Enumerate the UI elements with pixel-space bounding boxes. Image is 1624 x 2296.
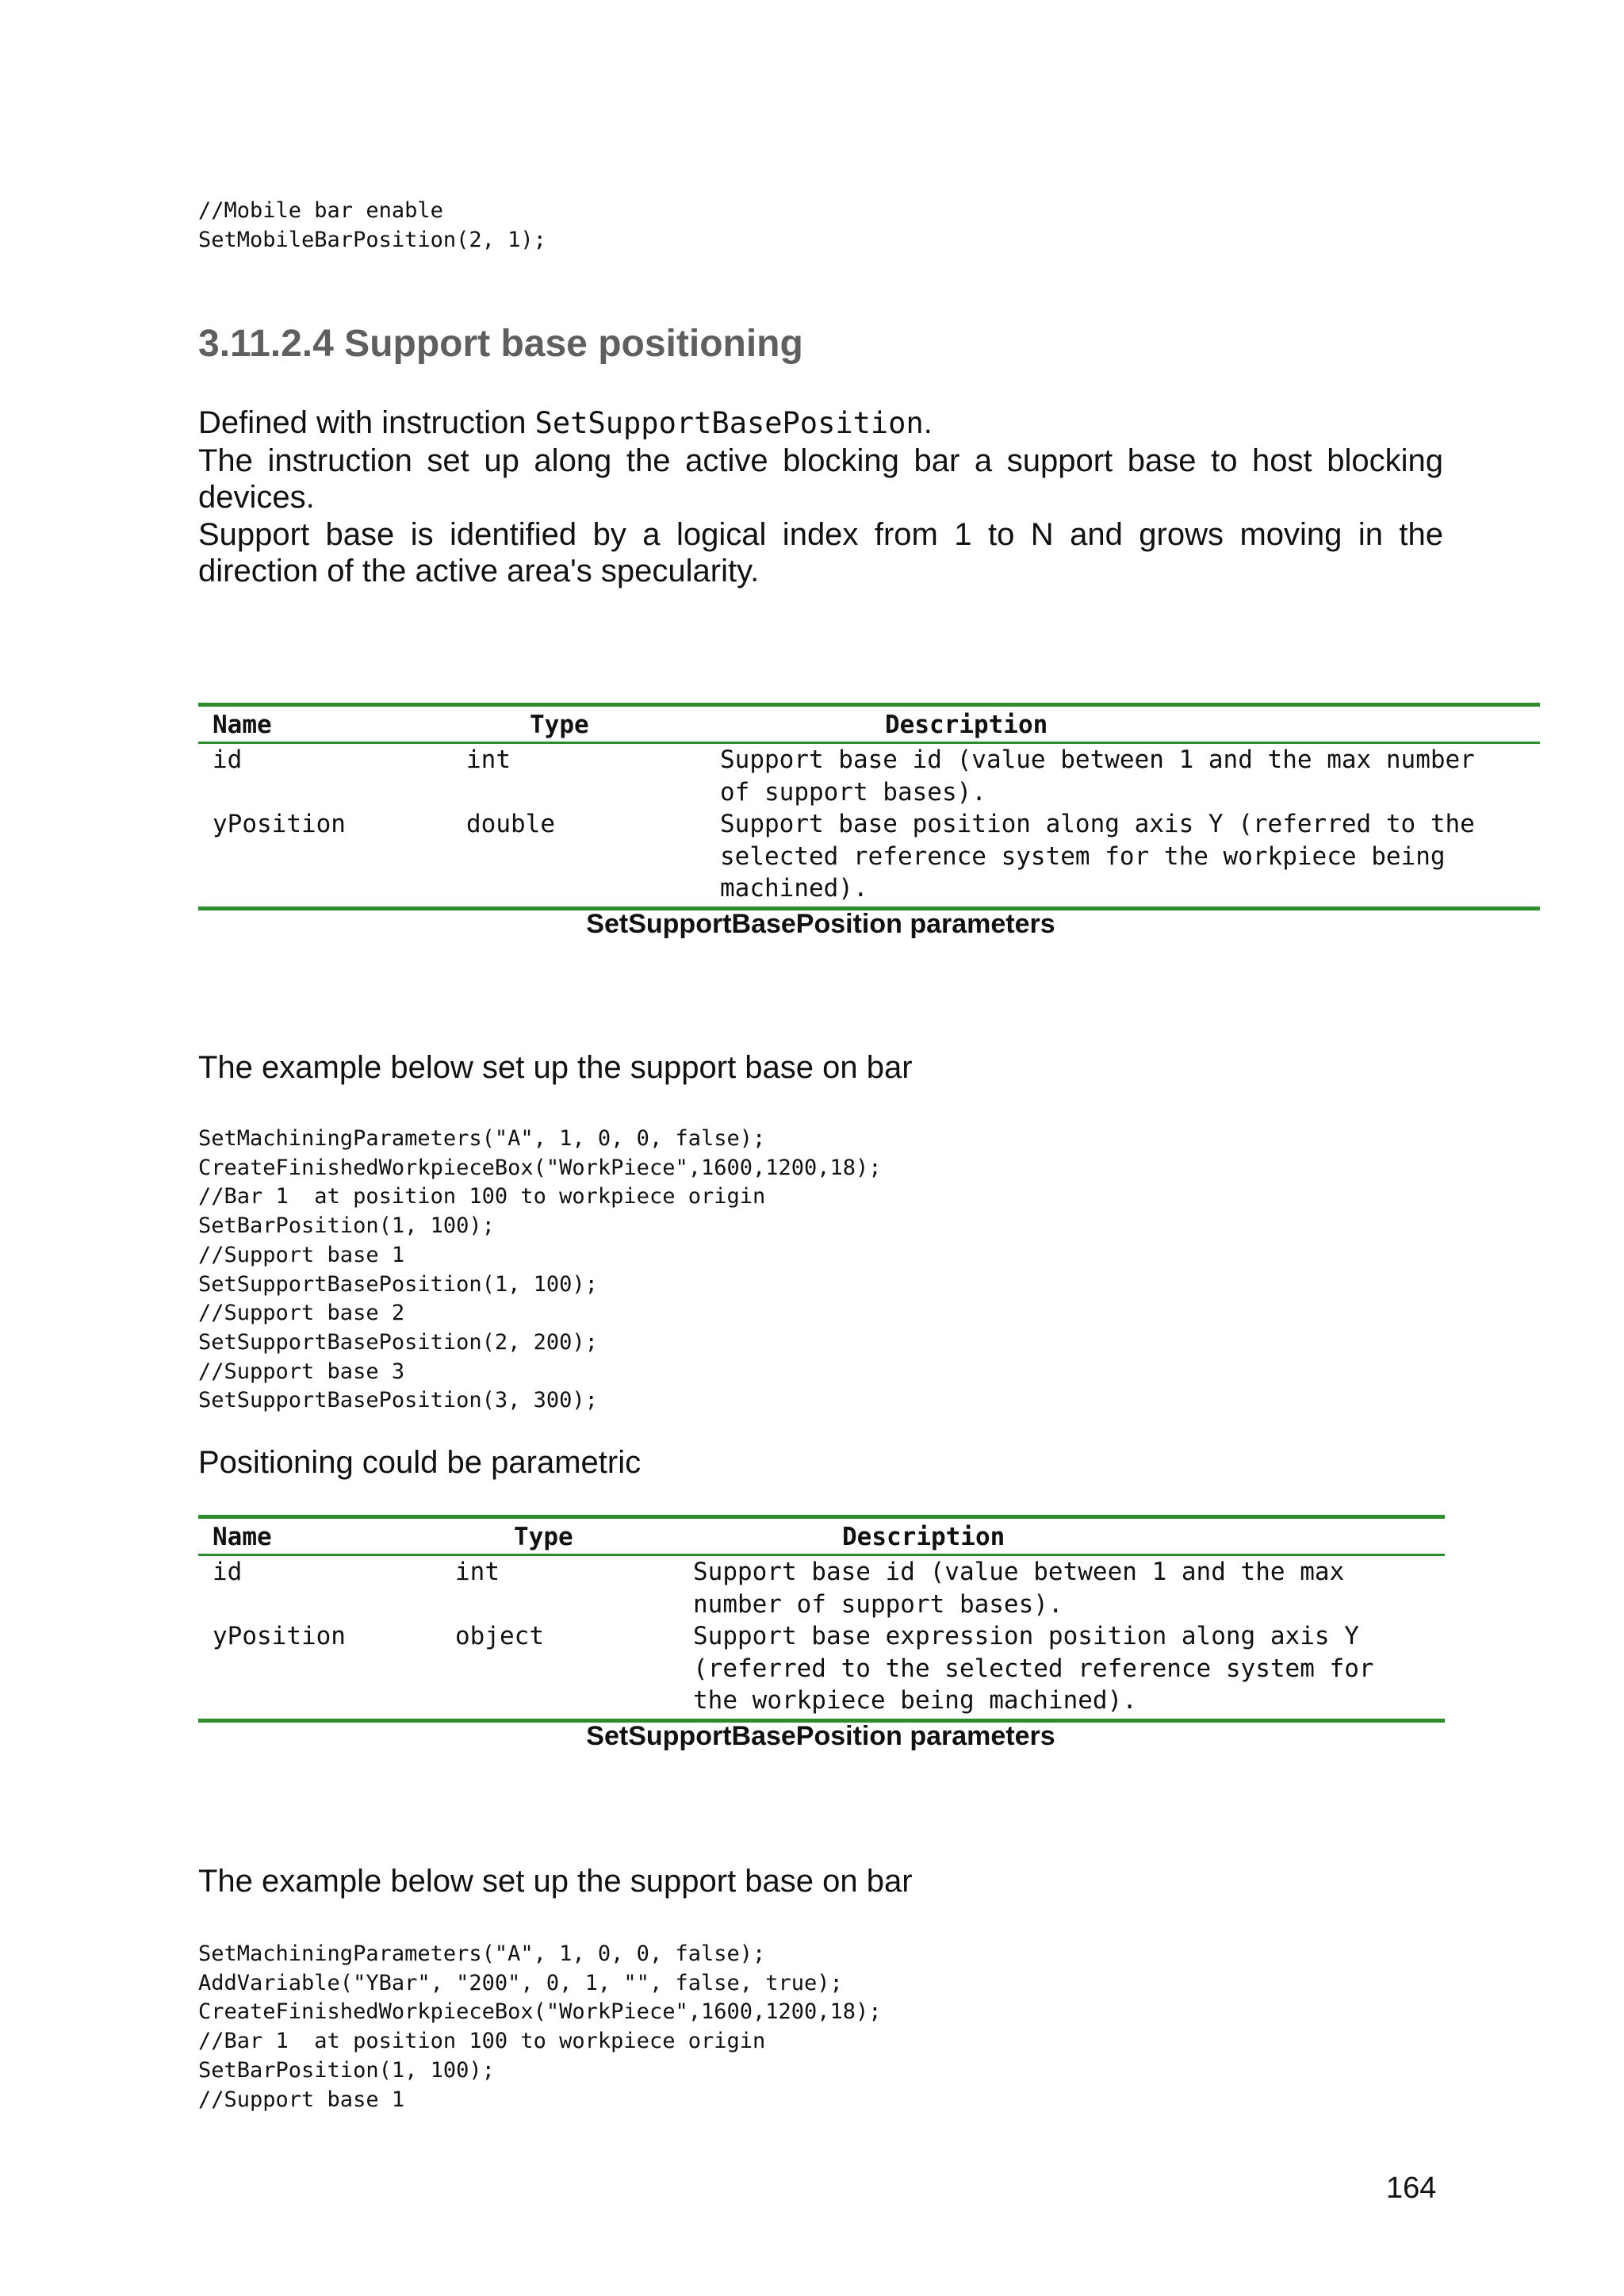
- cell-description: Support base id (value between 1 and the max number of support bases).: [693, 1558, 1345, 1619]
- code-line: SetMobileBarPosition(2, 1);: [198, 227, 546, 252]
- parameters-table-1: [198, 703, 1540, 910]
- parameters-table-2: [198, 1515, 1445, 1723]
- code-line: SetSupportBasePosition(2, 200);: [198, 1329, 598, 1355]
- paragraph-text: .: [923, 405, 933, 440]
- page-number: 164: [1386, 2171, 1437, 2205]
- code-line: CreateFinishedWorkpieceBox("WorkPiece",1600,1200,18);: [198, 1999, 882, 2025]
- code-line: SetBarPosition(1, 100);: [198, 1213, 495, 1239]
- header-name: Name: [213, 1523, 272, 1551]
- cell-description: Support base id (value between 1 and the max number of support bases).: [720, 746, 1475, 807]
- header-type: Type: [530, 711, 589, 739]
- table-header: [198, 703, 1540, 744]
- code-line: //Support base 1: [198, 2087, 405, 2112]
- table-row: [198, 808, 1540, 907]
- cell-description: Support base expression position along axis Y (referred to the selected reference system for the workpiece being machined).: [693, 1622, 1374, 1715]
- code-block-example-1: [198, 1125, 882, 1416]
- code-line: SetMachiningParameters("A", 1, 0, 0, false);: [198, 1126, 766, 1151]
- cell-type: double: [466, 810, 555, 838]
- cell-name: yPosition: [213, 1622, 346, 1650]
- section-body: [198, 404, 1443, 590]
- cell-description: Support base position along axis Y (referred to the selected reference system for the workpiece being machined).: [720, 810, 1475, 903]
- header-description: Description: [842, 1523, 1005, 1551]
- code-line: SetMachiningParameters("A", 1, 0, 0, false);: [198, 1941, 766, 1966]
- table-caption: SetSupportBasePosition parameters: [586, 1721, 1055, 1751]
- table-row: [198, 1556, 1445, 1620]
- paragraph-instruction: [198, 404, 1443, 443]
- cell-type: object: [455, 1622, 544, 1650]
- cell-type: int: [466, 746, 511, 774]
- cell-name: id: [213, 746, 243, 774]
- header-name: Name: [213, 711, 272, 739]
- cell-name: yPosition: [213, 810, 346, 838]
- example-intro: The example below set up the support base on bar: [198, 1050, 913, 1085]
- table-row: [198, 1620, 1445, 1719]
- header-description: Description: [885, 711, 1048, 739]
- code-line: //Support base 3: [198, 1359, 405, 1384]
- inline-code: SetSupportBasePosition: [534, 406, 924, 440]
- table-caption: SetSupportBasePosition parameters: [586, 909, 1055, 939]
- code-line: CreateFinishedWorkpieceBox("WorkPiece",1600,1200,18);: [198, 1155, 882, 1180]
- code-block-example-2: [198, 1940, 882, 2114]
- example-intro: The example below set up the support base on bar: [198, 1864, 913, 1899]
- code-line: SetSupportBasePosition(3, 300);: [198, 1388, 598, 1413]
- cell-name: id: [213, 1558, 243, 1586]
- paragraph-text: Defined with instruction: [198, 405, 535, 440]
- code-line: //Bar 1 at position 100 to workpiece origin: [198, 1184, 766, 1209]
- code-block-mobile-bar: [198, 197, 546, 255]
- code-line: //Support base 2: [198, 1301, 405, 1326]
- paragraph-logical-index: Support base is identified by a logical index from 1 to N and grows moving in the direction of the active area's specularity.: [198, 516, 1443, 588]
- code-line: //Mobile bar enable: [198, 198, 443, 223]
- section-heading: 3.11.2.4 Support base positioning: [198, 323, 803, 365]
- cell-type: int: [455, 1558, 500, 1586]
- paragraph-description: The instruction set up along the active blocking bar a support base to host blocking devices.: [198, 443, 1443, 515]
- code-line: //Bar 1 at position 100 to workpiece origin: [198, 2029, 766, 2054]
- parametric-intro: Positioning could be parametric: [198, 1445, 642, 1480]
- code-line: //Support base 1: [198, 1242, 405, 1267]
- code-line: SetSupportBasePosition(1, 100);: [198, 1271, 598, 1297]
- table-header: [198, 1515, 1445, 1556]
- code-line: SetBarPosition(1, 100);: [198, 2057, 495, 2083]
- table-row: [198, 744, 1540, 808]
- code-line: AddVariable("YBar", "200", 0, 1, "", false, true);: [198, 1970, 843, 1995]
- header-type: Type: [514, 1523, 573, 1551]
